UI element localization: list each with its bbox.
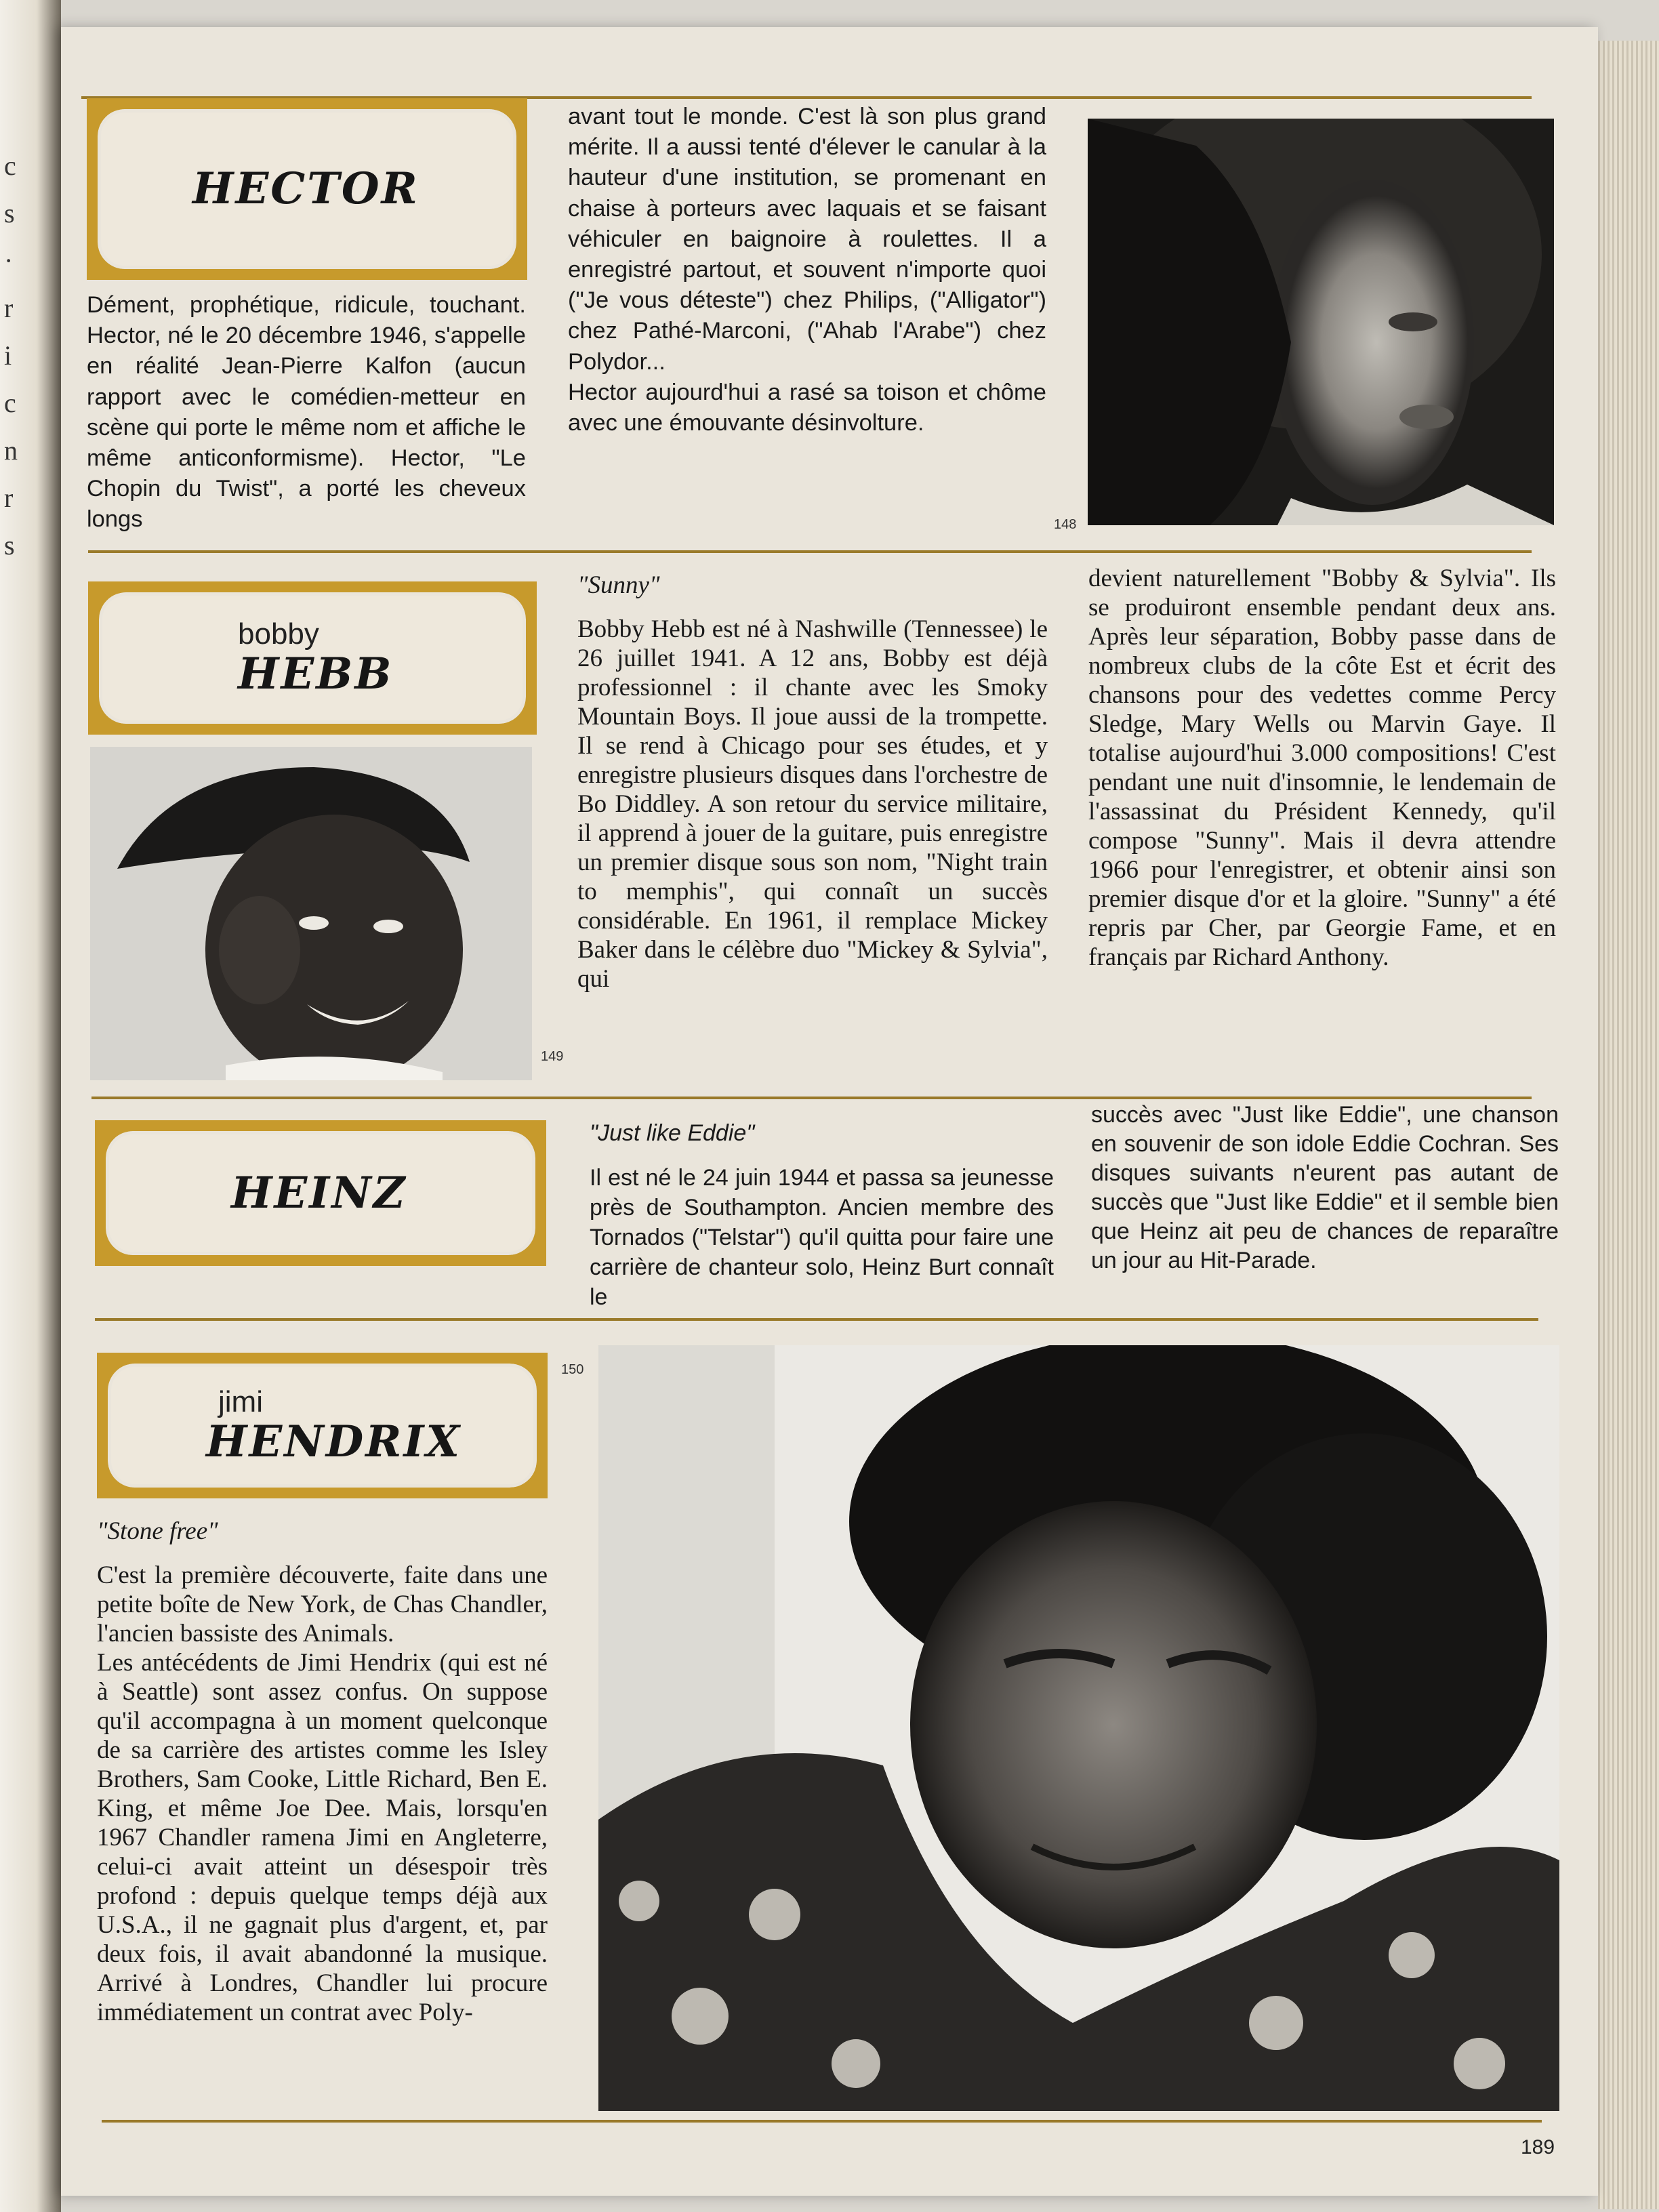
section-rule <box>95 1318 1538 1321</box>
paragraph: Les antécédents de Jimi Hendrix (qui est né à Seattle) sont assez confus. On suppose qu'il accompagna à un moment quelconque de sa carrière des artistes comme les Isley Brothers, Sam Cooke, Little Richard, Ben E. King, et même Joe Dee. Mais, lorsqu'en 1967 Chandler ramena Jimi en Angleterre, celui-ci avait atteint un désespoir très profond : depuis quelque temps déjà aux U.S.A., il ne gagnait plus d'argent, et, par deux fois, il avait abandonné la musique. Arrivé à Londres, Chandler lui procure immédiatement un contrat avec Poly- <box>97 1649 548 2026</box>
paragraph: Hector aujourd'hui a rasé sa toison et chôme avec une émouvante désinvolture. <box>568 379 1046 436</box>
bottom-rule <box>102 2120 1542 2123</box>
photo-hendrix <box>598 1345 1559 2111</box>
hendrix-portrait-image <box>598 1345 1559 2111</box>
song-title: "Just like Eddie" <box>590 1120 755 1146</box>
heinz-text-col2 <box>590 1118 1054 1312</box>
song-title: "Sunny" <box>577 571 660 599</box>
page-number: 189 <box>1521 2136 1555 2158</box>
facing-page-text-fragments: c s · r i c n r s <box>4 150 18 560</box>
paragraph: Dément, prophétique, ridicule, touchant. Hector, né le 20 décembre 1946, s'appelle en réalité Jean-Pierre Kalfon (aucun rapport avec le comédien-metteur en scène qui porte le même nom et affiche le même anticonformisme). Hector, "Le Chopin du Twist", a porté les cheveux longs <box>87 292 526 533</box>
photo-hector <box>1088 119 1554 525</box>
artist-name: HECTOR <box>192 163 419 214</box>
paragraph: C'est la première découverte, faite dans une petite boîte de New York, de Chas Chandler, l'ancien bassiste des Animals. <box>97 1561 548 1647</box>
section-rule <box>88 550 1532 553</box>
name-box-hector <box>87 98 527 280</box>
page-stack-edge <box>1598 41 1659 2209</box>
paragraph: Il est né le 24 juin 1944 et passa sa jeunesse près de Southampton. Ancien membre des Tornados ("Telstar") qu'il quitta pour faire une carrière de chanteur solo, Heinz Burt connaît le <box>590 1165 1054 1310</box>
photo-number: 150 <box>561 1362 584 1377</box>
artist-name: HEINZ <box>231 1167 407 1218</box>
paragraph: avant tout le monde. C'est là son plus grand mérite. Il a aussi tenté d'élever le canular à la hauteur d'une institution, se promenant en chaise à porteurs avec laquais et se faisant véhiculer en baignoire à roulettes. Il a enregistré partout, et souvent n'importe quoi ("Je vous déteste") chez Philips, ("Alligator") chez Pathé-Marconi, ("Ahab l'Arabe") chez Polydor... <box>568 104 1046 375</box>
artist-given-name: jimi <box>218 1385 263 1418</box>
photo-hebb <box>90 747 532 1080</box>
facing-page-edge <box>0 0 61 2212</box>
hendrix-text <box>97 1517 548 2027</box>
artist-given-name: bobby <box>238 617 319 651</box>
paragraph: Bobby Hebb est né à Nashwille (Tennessee) le 26 juillet 1941. A 12 ans, Bobby est déjà professionnel : il chante avec les Smoky Mountain Boys. Il joue aussi de la trompette. Il se rend à Chicago pour ses études, et y enregistre plusieurs disques dans l'orchestre de Bo Diddley. A son retour du service militaire, il apprend à jouer de la guitare, puis enregistre un premier disque sous son nom, "Night train to memphis", qui connaît un succès considérable. En 1961, il remplace Mickey Baker dans le célèbre duo "Mickey & Sylvia", qui <box>577 615 1048 993</box>
artist-name: HEBB <box>238 649 394 699</box>
photo-number: 148 <box>1054 517 1077 532</box>
hebb-portrait-image <box>90 747 532 1080</box>
name-box-hebb <box>88 581 537 735</box>
hector-text-col2 <box>568 102 1046 438</box>
section-rule <box>91 1097 1532 1099</box>
paragraph: succès avec "Just like Eddie", une chanson en souvenir de son idole Eddie Cochran. Ses disques suivants n'eurent pas autant de succès que "Just like Eddie" et il semble bien que Heinz ait peu de chances de reparaître un jour au Hit-Parade. <box>1091 1102 1559 1273</box>
hector-text-col1 <box>87 290 526 535</box>
song-title: "Stone free" <box>97 1517 218 1545</box>
heinz-text-col3 <box>1091 1101 1559 1275</box>
hebb-text-col2 <box>577 571 1048 994</box>
artist-name: HENDRIX <box>206 1416 462 1467</box>
name-box-hendrix <box>97 1353 548 1498</box>
hector-portrait-image <box>1088 119 1554 525</box>
paragraph: devient naturellement "Bobby & Sylvia". Ils se produiront ensemble pendant deux ans. Après leur séparation, Bobby passe dans de nombreux clubs de la côte Est et écrit des chansons pour des vedettes comme Percy Sledge, Mary Wells ou Marvin Gaye. Il totalise aujourd'hui 3.000 compositions! C'est pendant une nuit d'insomnie, le lendemain de l'assassinat du Président Kennedy, qu'il compose "Sunny". Mais il devra attendre 1966 pour l'enregistrer, et obtenir ainsi son premier disque d'or et la gloire. "Sunny" a été repris par Cher, par Georgie Fame, et en français par Richard Anthony. <box>1088 565 1556 971</box>
name-box-heinz <box>95 1120 546 1266</box>
hebb-text-col3 <box>1088 564 1556 972</box>
photo-number: 149 <box>541 1049 564 1064</box>
